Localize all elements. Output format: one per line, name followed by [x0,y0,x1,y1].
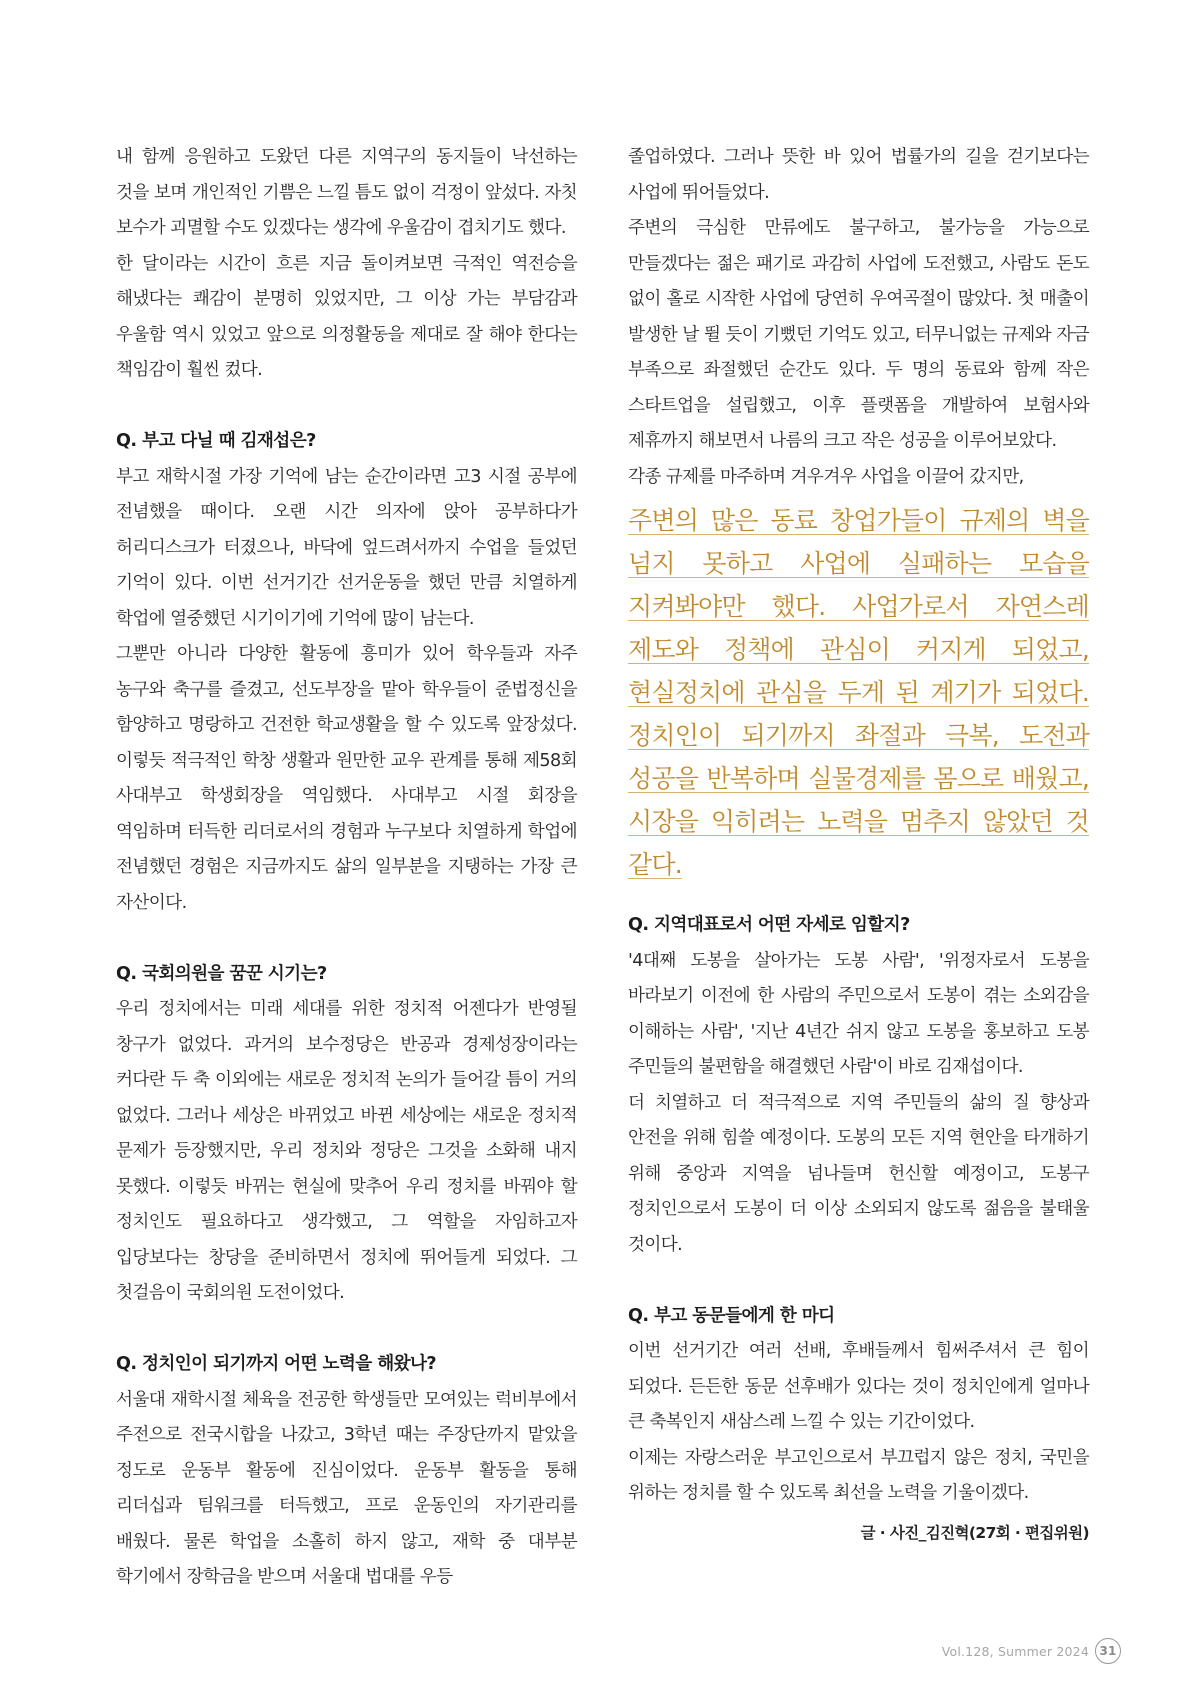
question-heading: Q. 부고 동문들에게 한 마디 [628,1305,835,1326]
page-number: 31 [1095,1638,1121,1664]
paragraph: 그뿐만 아니라 다양한 활동에 흥미가 있어 학우들과 자주 농구와 축구를 즐겼고, 선도부장을 맡아 학우들이 준법정신을 함양하고 명랑하고 건전한 학교생활을 할 수 있도록 앞장섰다. 이렇듯 적극적인 학창 생활과 원만한 교우 관계를 통해 제58회 사대부고 학생회장을 역임했다. 사대부고 시절 회장을 역임하며 터득한 리더로서의 경험과 누구보다 치열하게 학업에 전념했던 경험은 지금까지도 삶의 일부분을 지탱하는 가장 큰 자산이다. [116,644,577,913]
left-column [116,140,577,1596]
question-heading: Q. 정치인이 되기까지 어떤 노력을 해왔나? [116,1354,437,1374]
paragraph: 한 달이라는 시간이 흐른 지금 돌이켜보면 극적인 역전승을 해냈다는 쾌감이 분명히 있었지만, 그 이상 가는 부담감과 우울함 역시 있었고 앞으로 의정활동을 제대로 잘 해야 한다는 책임감이 훨씬 컸다. [116,253,577,380]
right-column [628,140,1089,1548]
question-heading: Q. 지역대표로서 어떤 자세로 임할지? [628,915,910,935]
paragraph: 우리 정치에서는 미래 세대를 위한 정치적 어젠다가 반영될 창구가 없었다. 과거의 보수정당은 반공과 경제성장이라는 커다란 두 축 이외에는 새로운 정치적 논의가 들어갈 틈이 거의 없었다. 그러나 세상은 바뀌었고 바뀐 세상에는 새로운 정치적 문제가 등장했지만, 우리 정치와 정당은 그것을 소화해 내지 못했다. 이렇듯 바뀌는 현실에 맞추어 우리 정치를 바꿔야 할 정치인도 필요하다고 생각했고, 그 역할을 자임하고자 입당보다는 창당을 준비하면서 정치에 뛰어들게 되었다. 그 첫걸음이 국회의원 도전이었다. [116,999,577,1303]
pull-quote-text: 주변의 많은 동료 창업가들이 규제의 벽을 넘지 못하고 사업에 실패하는 모습을 지켜봐야만 했다. 사업가로서 자연스레 제도와 정책에 관심이 커지게 되었고, 현실정치에 관심을 두게 된 계기가 되었다. 정치인이 되기까지 좌절과 극복, 도전과 성공을 반복하며 실물경제를 몸으로 배웠고, 시장을 익히려는 노력을 멈추지 않았던 것 같다. [628,506,1089,879]
paragraph: 이번 선거기간 여러 선배, 후배들께서 힘써주셔서 큰 힘이 되었다. 든든한 동문 선후배가 있다는 것이 정치인에게 얼마나 큰 축복인지 새삼스레 느낄 수 있는 기간이었다. [628,1341,1089,1432]
paragraph: '4대째 도봉을 살아가는 도봉 사람', '위정자로서 도봉을 바라보기 이전에 한 사람의 주민으로서 도봉이 겪는 소외감을 이해하는 사람', '지난 4년간 쉬지 않고 도봉을 홍보하고 도봉 주민들의 불편함을 해결했던 사람'이 바로 김재섭이다. [628,950,1089,1077]
question-heading: Q. 부고 다닐 때 김재섭은? [116,431,316,451]
author-credit: 글 · 사진_김진혁(27회 · 편집위원) [860,1523,1089,1542]
paragraph: 이제는 자랑스러운 부고인으로서 부끄럽지 않은 정치, 국민을 위하는 정치를 할 수 있도록 최선을 노력을 기울이겠다. [628,1447,1089,1503]
paragraph: 졸업하였다. 그러나 뜻한 바 있어 법률가의 길을 걷기보다는 사업에 뛰어들었다. [628,147,1089,203]
question-heading: Q. 국회의원을 꿈꾼 시기는? [116,963,327,984]
paragraph: 각종 규제를 마주하며 겨우겨우 사업을 이끌어 갔지만, [628,466,1024,487]
issue-label: Vol.128, Summer 2024 [941,1643,1089,1659]
pull-quote [628,499,1089,886]
paragraph: 주변의 극심한 만류에도 불구하고, 불가능을 가능으로 만들겠다는 젊은 패기로 과감히 사업에 도전했고, 사람도 돈도 없이 홀로 시작한 사업에 당연히 우여곡절이 많았다. 첫 매출이 발생한 날 뛸 듯이 기뻤던 기억도 있고, 터무니없는 규제와 자금 부족으로 좌절했던 순간도 있다. 두 명의 동료와 함께 작은 스타트업을 설립했고, 이후 플랫폼을 개발하여 보험사와 제휴까지 해보면서 나름의 크고 작은 성공을 이루어보았다. [628,218,1089,451]
paragraph: 더 치열하고 더 적극적으로 지역 주민들의 삶의 질 향상과 안전을 위해 힘쓸 예정이다. 도봉의 모든 지역 현안을 타개하기 위해 중앙과 지역을 넘나들며 헌신할 예정이고, 도봉구 정치인으로서 도봉이 더 이상 소외되지 않도록 젊음을 불태울 것이다. [628,1092,1089,1255]
paragraph: 서울대 재학시절 체육을 전공한 학생들만 모여있는 럭비부에서 주전으로 전국시합을 나갔고, 3학년 때는 주장단까지 맡았을 정도로 운동부 활동에 진심이었다. 운동부 활동을 통해 리더십과 팀워크를 터득했고, 프로 운동인의 자기관리를 배웠다. 물론 학업을 소홀히 하지 않고, 재학 중 대부분 학기에서 장학금을 받으며 서울대 법대를 우등 [116,1389,577,1587]
page-footer [942,1638,1121,1664]
paragraph: 내 함께 응원하고 도왔던 다른 지역구의 동지들이 낙선하는 것을 보며 개인적인 기쁨은 느낄 틈도 없이 걱정이 앞섰다. 자칫 보수가 괴멸할 수도 있겠다는 생각에 우울감이 겹치기도 했다. [116,147,577,238]
paragraph: 부고 재학시절 가장 기억에 남는 순간이라면 고3 시절 공부에 전념했을 때이다. 오랜 시간 의자에 앉아 공부하다가 허리디스크가 터졌으나, 바닥에 엎드려서까지 수업을 들었던 기억이 있다. 이번 선거기간 선거운동을 했던 만큼 치열하게 학업에 열중했던 시기이기에 기억에 많이 남는다. [116,466,577,629]
